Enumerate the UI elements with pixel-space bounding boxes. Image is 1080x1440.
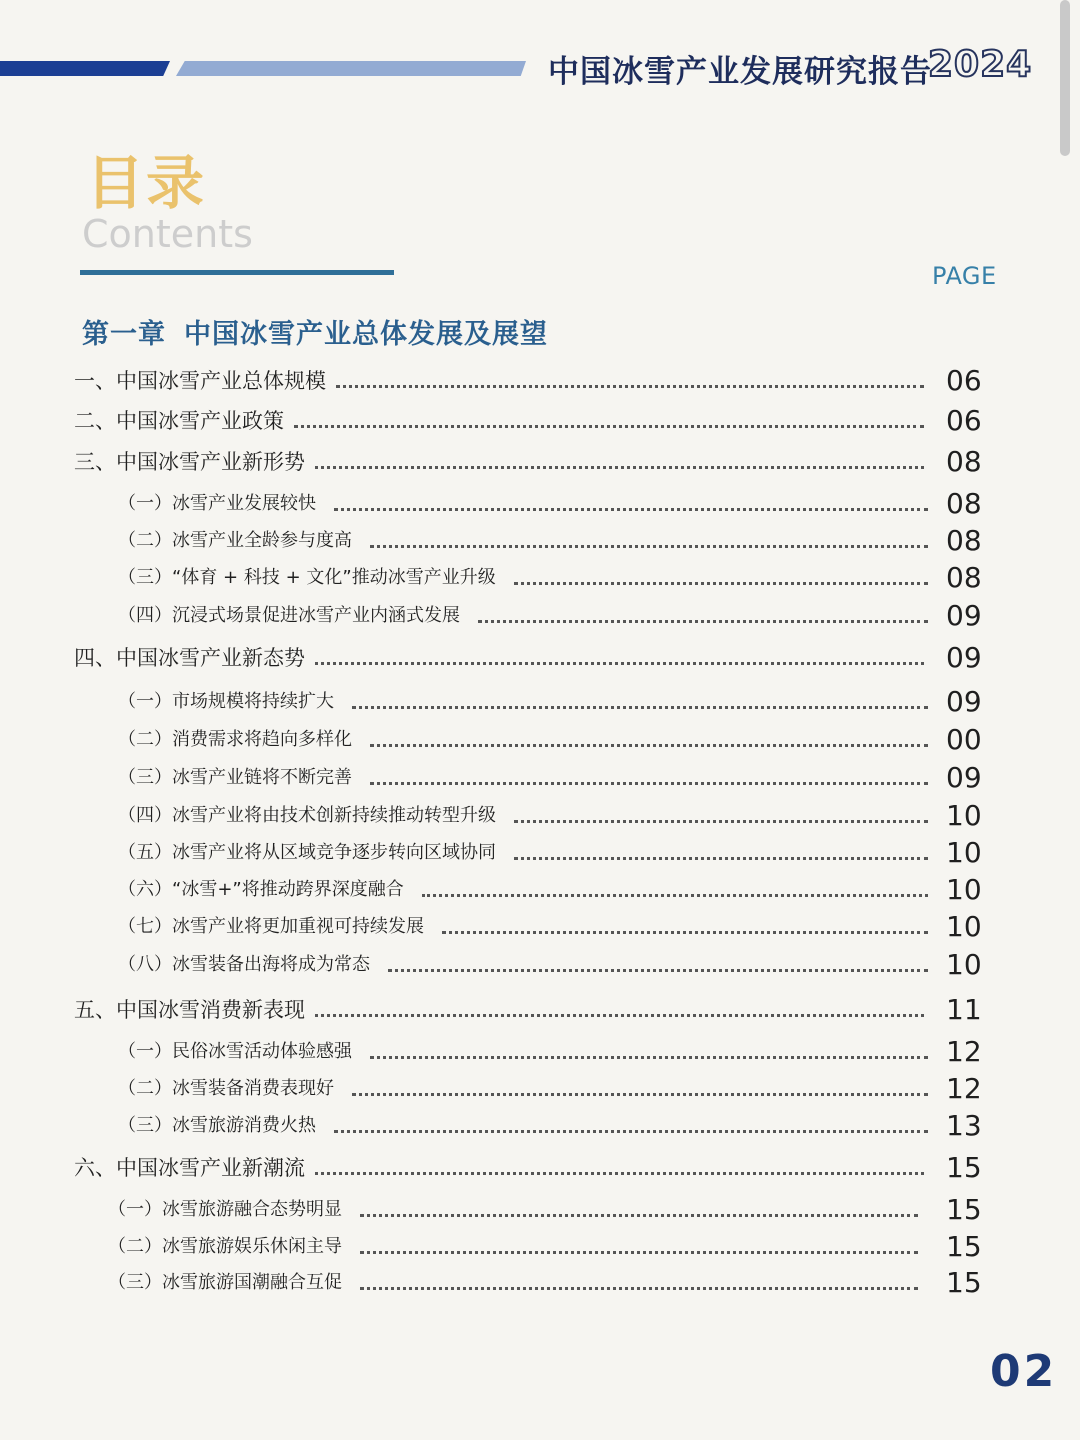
toc-entry-page: 09 [946,761,982,794]
toc-entry[interactable] [0,1263,1080,1303]
toc-entry-page: 15 [946,1193,982,1226]
toc-entry-page: 08 [946,487,982,520]
toc-entry[interactable] [0,484,1080,524]
toc-entry-page: 06 [946,404,982,437]
toc-entry[interactable] [0,1227,1080,1267]
toc-entry[interactable] [0,1190,1080,1230]
toc-entry-label: （二）冰雪产业全龄参与度高 [118,530,352,551]
toc-entry[interactable] [0,870,1080,910]
toc-entry-label: （四）沉浸式场景促进冰雪产业内涵式发展 [118,605,460,626]
toc-entry[interactable] [0,796,1080,836]
toc-entry-label: （四）冰雪产业将由技术创新持续推动转型升级 [118,805,496,826]
toc-entry[interactable] [0,401,1080,441]
toc-entry-label: （一）市场规模将持续扩大 [118,691,334,712]
toc-entry-label: （一）冰雪产业发展较快 [118,493,316,514]
toc-dot-leader [352,1093,928,1096]
page-column-label: PAGE [932,262,997,290]
toc-entry-page: 11 [946,993,982,1026]
toc-entry[interactable] [0,521,1080,561]
toc-entry[interactable] [0,720,1080,760]
toc-entry-page: 09 [946,685,982,718]
toc-entry-label: （二）消费需求将趋向多样化 [118,729,352,750]
toc-dot-leader [315,1014,924,1017]
toc-entry[interactable] [0,558,1080,598]
toc-entry-label: 一、中国冰雪产业总体规模 [74,369,326,393]
toc-entry-label: 四、中国冰雪产业新态势 [74,646,305,670]
toc-entry-label: （七）冰雪产业将更加重视可持续发展 [118,916,424,937]
toc-entry-label: （五）冰雪产业将从区域竞争逐步转向区域协同 [118,842,496,863]
toc-entry-page: 15 [946,1230,982,1263]
toc-dot-leader [370,1056,928,1059]
toc-dot-leader [315,1172,924,1175]
toc-dot-leader [370,545,928,548]
toc-dot-leader [514,857,928,860]
toc-dot-leader [334,1130,928,1133]
page-number: 02 [990,1346,1058,1397]
toc-dot-leader [442,931,928,934]
toc-entry-label: （八）冰雪装备出海将成为常态 [118,954,370,975]
toc-entry-label: （一）民俗冰雪活动体验感强 [118,1041,352,1062]
toc-entry[interactable] [0,1148,1080,1188]
toc-entry[interactable] [0,945,1080,985]
toc-entry-page: 10 [946,910,982,943]
toc-entry-label: （一）冰雪旅游融合态势明显 [108,1199,342,1220]
toc-entry-page: 06 [946,364,982,397]
toc-entry-page: 12 [946,1035,982,1068]
toc-dot-leader [315,466,924,469]
toc-dot-leader [334,508,928,511]
toc-entry-page: 08 [946,524,982,557]
toc-entry-page: 09 [946,641,982,674]
toc-entry-page: 10 [946,948,982,981]
toc-entry-page: 08 [946,445,982,478]
toc-entry[interactable] [0,682,1080,722]
toc-dot-leader [514,582,928,585]
toc-entry-label: （三）冰雪旅游消费火热 [118,1115,316,1136]
toc-entry-page: 10 [946,799,982,832]
toc-entry-label: （三）冰雪旅游国潮融合互促 [108,1272,342,1293]
toc-entry[interactable] [0,442,1080,482]
toc-dot-leader [315,662,924,665]
toc-entry-label: （六）“冰雪+”将推动跨界深度融合 [118,879,404,900]
toc-dot-leader [388,969,928,972]
toc-entry[interactable] [0,990,1080,1030]
toc-entry-page: 15 [946,1151,982,1184]
report-year: 2024 [928,44,1033,85]
chapter-heading[interactable] [82,312,548,351]
toc-entry-label: 二、中国冰雪产业政策 [74,409,284,433]
toc-entry[interactable] [0,758,1080,798]
toc-entry[interactable] [0,833,1080,873]
toc-dot-leader [294,425,924,428]
toc-dot-leader [336,385,924,388]
toc-entry-page: 08 [946,561,982,594]
toc-entry-page: 13 [946,1109,982,1142]
toc-dot-leader [370,744,928,747]
toc-entry[interactable] [0,1106,1080,1146]
chapter-label: 第一章 [82,319,166,350]
toc-entry[interactable] [0,1069,1080,1109]
toc-entry[interactable] [0,361,1080,401]
toc-entry-page: 00 [946,723,982,756]
vertical-scrollbar[interactable] [1060,0,1070,156]
title-underline [80,270,394,275]
toc-entry-page: 10 [946,873,982,906]
toc-dot-leader [478,620,928,623]
toc-entry-label: 三、中国冰雪产业新形势 [74,450,305,474]
toc-entry-page: 12 [946,1072,982,1105]
toc-entry[interactable] [0,907,1080,947]
toc-entry-label: （三）“体育 + 科技 + 文化”推动冰雪产业升级 [118,567,496,588]
toc-entry-label: （二）冰雪旅游娱乐休闲主导 [108,1236,342,1257]
toc-dot-leader [422,894,928,897]
toc-entry-label: （二）冰雪装备消费表现好 [118,1078,334,1099]
toc-entry-page: 09 [946,599,982,632]
toc-dot-leader [360,1214,918,1217]
toc-entry-label: 六、中国冰雪产业新潮流 [74,1156,305,1180]
toc-entry[interactable] [0,1032,1080,1072]
report-title: 中国冰雪产业发展研究报告 [548,54,932,90]
toc-entry-page: 10 [946,836,982,869]
header-stripe-light [176,61,526,76]
toc-title: 目录 [86,149,207,217]
toc-dot-leader [352,706,928,709]
header-stripe-dark [0,61,170,76]
toc-dot-leader [514,820,928,823]
toc-dot-leader [360,1251,918,1254]
toc-entry[interactable] [0,596,1080,636]
toc-dot-leader [360,1287,918,1290]
toc-title-english: Contents [82,212,253,256]
toc-entry[interactable] [0,638,1080,678]
toc-entry-page: 15 [946,1266,982,1299]
toc-entry-label: 五、中国冰雪消费新表现 [74,998,305,1022]
toc-entry-label: （三）冰雪产业链将不断完善 [118,767,352,788]
chapter-title: 中国冰雪产业总体发展及展望 [184,319,548,350]
toc-dot-leader [370,782,928,785]
